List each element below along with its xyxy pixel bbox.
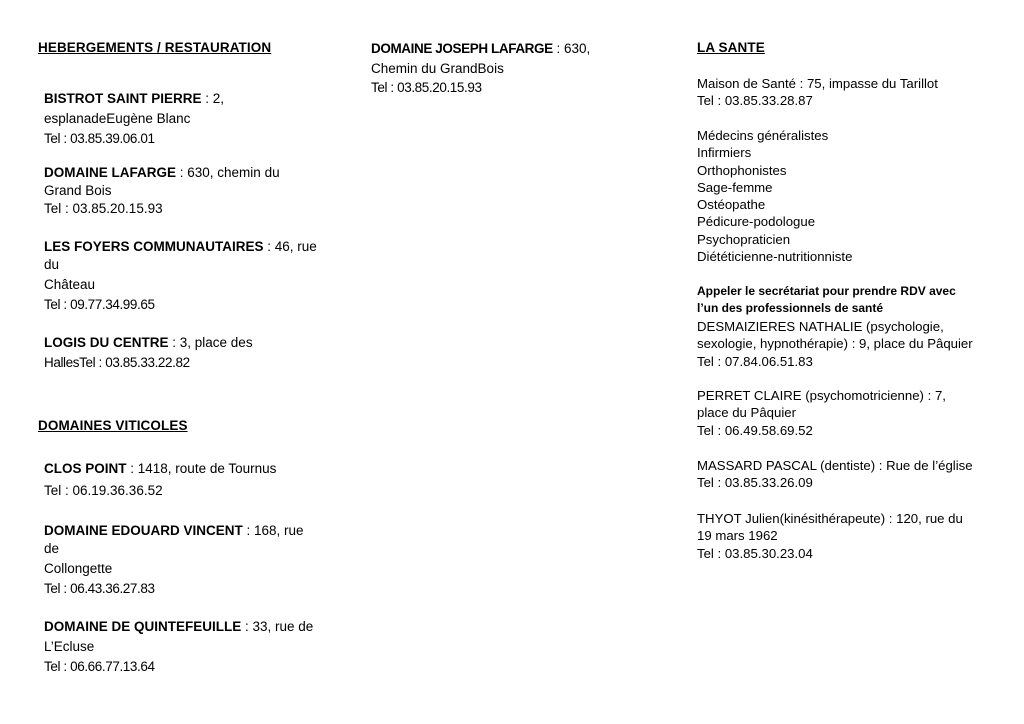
list-item: Orthophonistes bbox=[697, 162, 787, 178]
pro-desmaizieres: DESMAIZIERES NATHALIE (psychologie, sexologie, hypnothérapie) : 9, place du Pâquier Tel : 07.84.06.51.83 bbox=[697, 319, 973, 369]
list-item: Médecins généralistes bbox=[697, 128, 829, 143]
list-item: Psychopraticien bbox=[697, 231, 791, 247]
entry-name: DOMAINE LAFARGE bbox=[44, 165, 177, 180]
entry-domaine-lafarge: DOMAINE LAFARGE : 630, chemin du Grand Bois Tel : 03.85.20.15.93 bbox=[44, 165, 280, 216]
pro-thyot: THYOT Julien(kinésithérapeute) : 120, rue du 19 mars 1962 Tel : 03.85.30.23.04 bbox=[697, 511, 963, 561]
list-item: Sage-femme bbox=[697, 179, 773, 195]
entry-name: CLOS POINT bbox=[44, 461, 127, 476]
entry-les-foyers-communautaires: LES FOYERS COMMUNAUTAIRES : 46, rue du Château Tel : 09.77.34.99.65 bbox=[44, 239, 317, 312]
entry-domaine-de-quintefeuille: DOMAINE DE QUINTEFEUILLE : 33, rue de L’Ecluse Tel : 06.66.77.13.64 bbox=[44, 619, 314, 674]
heading-hebergements: HEBERGEMENTS / RESTAURATION bbox=[38, 40, 272, 55]
heading-domaines-viticoles: DOMAINES VITICOLES bbox=[38, 418, 188, 433]
services-list bbox=[697, 127, 852, 265]
rdv-note: Appeler le secrétariat pour prendre RDV avec l’un des professionnels de santé bbox=[697, 284, 956, 315]
pro-massard: MASSARD PASCAL (dentiste) : Rue de l’église Tel : 03.85.33.26.09 bbox=[697, 458, 973, 491]
list-item: Ostéopathe bbox=[697, 197, 766, 213]
heading-la-sante: LA SANTE bbox=[697, 40, 765, 55]
maison-de-sante: Maison de Santé : 75, impasse du Tarillot Tel : 03.85.33.28.87 bbox=[697, 76, 938, 109]
pro-perret: PERRET CLAIRE (psychomotricienne) : 7, place du Pâquier Tel : 06.49.58.69.52 bbox=[697, 388, 946, 438]
entry-name: LES FOYERS COMMUNAUTAIRES bbox=[44, 239, 264, 254]
entry-name: DOMAINE DE QUINTEFEUILLE bbox=[44, 619, 242, 634]
entry-name: LOGIS DU CENTRE bbox=[44, 335, 169, 350]
entry-domaine-edouard-vincent: DOMAINE EDOUARD VINCENT : 168, rue de Collongette Tel : 06.43.36.27.83 bbox=[44, 523, 304, 596]
list-item: Pédicure-podologue bbox=[697, 214, 816, 230]
entry-domaine-joseph-lafarge: DOMAINE JOSEPH LAFARGE : 630, Chemin du GrandBois Tel : 03.85.20.15.93 bbox=[371, 41, 591, 95]
entry-bistrot-saint-pierre: BISTROT SAINT PIERRE : 2, esplanadeEugène Blanc Tel : 03.85.39.06.01 bbox=[44, 91, 225, 146]
list-item: Diététicienne-nutritionniste bbox=[697, 249, 853, 265]
entry-name: DOMAINE EDOUARD VINCENT bbox=[44, 523, 243, 538]
entry-name: BISTROT SAINT PIERRE bbox=[44, 91, 202, 106]
entry-clos-point: CLOS POINT : 1418, route de Tournus Tel : 06.19.36.36.52 bbox=[44, 461, 277, 498]
entry-name: DOMAINE JOSEPH LAFARGE bbox=[371, 41, 553, 56]
list-item: Infirmiers bbox=[697, 145, 752, 161]
entry-logis-du-centre: LOGIS DU CENTRE : 3, place des HallesTel : 03.85.33.22.82 bbox=[44, 335, 253, 370]
